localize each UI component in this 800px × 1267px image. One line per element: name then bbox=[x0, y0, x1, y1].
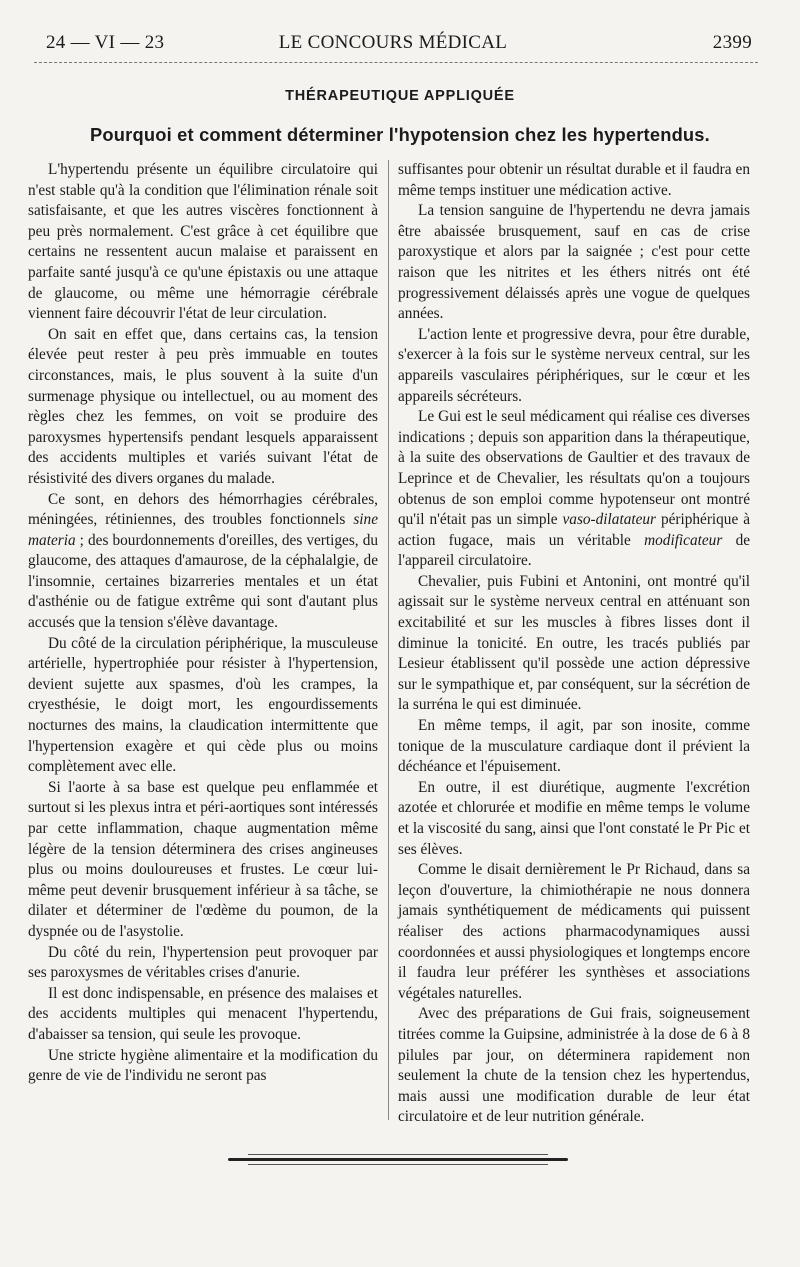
paragraph: L'hypertendu présente un équilibre circulatoire qui n'est stable qu'à la condition que l'élimination rénale soit satisfaisante, et que les autres viscères fonctionnent à peu près normalement. C'est grâce à cet équilibre que certains ne ressentent aucun malaise et paraissent en parfaite santé jusqu'à ce qu'une épistaxis ou une attaque de glaucome, ou même une hémorragie cérébrale viennent faire découvrir l'état de leur circulation. bbox=[28, 161, 378, 323]
right-column bbox=[398, 160, 750, 1128]
text-run: Le Gui est le seul médicament qui réalise ces diverses indications ; depuis son apparition dans la thérapeutique, à la suite des observations de Gaultier et des travaux de Leprince et de Chevalier, les résultats qu'on a toujours obtenus de son emploi comme hypotenseur ont montré qu'il n'était pas un simple bbox=[398, 408, 750, 529]
paragraph-continuation: suffisantes pour obtenir un résultat durable et il faudra en même temps instituer une médication active. bbox=[398, 161, 750, 199]
article-end-rule bbox=[228, 1158, 568, 1161]
paragraph: Si l'aorte à sa base est quelque peu enflammée et surtout si les plexus intra et péri-aortiques sont intéressés par cette inflammation, chaque augmentation même légère de la tension déterminera des crises angineuses plus ou moins douloureuses et frustes. Le cœur lui-même peut devenir brusquement inférieur à sa tâche, se dilater et déterminer de l'œdème du poumon, de la dyspnée ou de l'asystolie. bbox=[28, 778, 378, 940]
italic-term: sine materia bbox=[28, 511, 378, 549]
header-divider bbox=[34, 62, 758, 63]
paragraph: Du côté de la circulation périphérique, la musculeuse artérielle, hypertrophiée pour résister à l'hypertension, devient sujette aux spasmes, d'où les crampes, la cryesthésie, le doigt mort, les engourdissements nocturnes des mains, la claudication intermittente que l'hypertension exagère et qui cède plus ou moins complètement avec elle. bbox=[28, 634, 378, 776]
page-number: 2399 bbox=[712, 32, 752, 53]
text-run: Ce sont, en dehors des hémorrhagies cérébrales, méningées, rétiniennes, des troubles fonctionnels bbox=[28, 490, 378, 529]
paragraph: En outre, il est diurétique, augmente l'excrétion azotée et chlorurée et modifie en même temps le volume et la viscosité du sang, ainsi que l'ont constaté le Pr Pic et ses élèves. bbox=[398, 778, 750, 858]
paragraph: Chevalier, puis Fubini et Antonini, ont montré qu'il agissait sur le système nerveux central en atténuant son excitabilité et sur les muscles à fibres lisses dont il diminue la tonicité. En outre, les tracés publiés par Lesieur établissent qu'il possède une action dépressive sur le sympathique et, par conséquent, sur la sécrétion de la surréna le qui est diminuée. bbox=[398, 572, 750, 714]
italic-term: modificateur bbox=[644, 531, 723, 549]
paragraph: Il est donc indispensable, en présence des malaises et des accidents multiples qui menacent l'hypertendu, d'abaisser sa tension, qui seule les provoque. bbox=[28, 984, 378, 1043]
column-divider bbox=[388, 160, 389, 1120]
paragraph: La tension sanguine de l'hypertendu ne devra jamais être abaissée brusquement, sauf en cas de crise paroxystique et alors par la saignée ; c'est pour cette raison que les nitrites et les éthers nitrés ont été progressivement délaissés après une vogue de quelques années. bbox=[398, 202, 750, 323]
paragraph bbox=[398, 407, 750, 572]
left-column bbox=[28, 160, 378, 1087]
paragraph: Du côté du rein, l'hypertension peut provoquer par ses paroxysmes de véritables crises d'anurie. bbox=[28, 943, 378, 982]
paragraph: Comme le disait dernièrement le Pr Richaud, dans sa leçon d'ouverture, la chimiothérapie ne nous donnera jamais synthétiquement de médicaments qui puissent réaliser des actions pharmacodynamiques aussi coordonnées et aussi physiologiques et longtemps encore il faudra leur préférer les synthèses et associations végétales naturelles. bbox=[398, 861, 750, 1002]
issue-date: 24 — VI — 23 bbox=[46, 32, 165, 53]
paragraph: Une stricte hygiène alimentaire et la modification du genre de vie de l'individu ne seront pas bbox=[28, 1046, 378, 1085]
paragraph: Avec des préparations de Gui frais, soigneusement titrées comme la Guipsine, administrée à la dose de 6 à 8 pilules par jour, on déterminera rapidement non seulement la chute de la tension chez les hypertendus, mais aussi une modification durable de leur état circulatoire et de leur nutrition générale. bbox=[398, 1005, 750, 1126]
text-run: périphérique à action fugace, mais un véritable bbox=[398, 511, 750, 549]
text-run: ; des bourdonnements d'oreilles, des vertiges, du glaucome, des attaques d'amaurose, de la céphalalgie, de l'insomnie, certaines bizarreries mentales et un état d'asthénie ou de fatigue extrême qui sont d'autant plus accusés que la tension s'élève davantage. bbox=[28, 531, 378, 632]
page-header bbox=[34, 30, 752, 60]
paragraph: En même temps, il agit, par son inosite, comme tonique de la musculature cardiaque dont il prévient la déchéance et l'épuisement. bbox=[398, 717, 750, 776]
paragraph: L'action lente et progressive devra, pour être durable, s'exercer à la fois sur le système nerveux central, sur les appareils vasculaires périphériques, sur le cœur et les appareils sécréteurs. bbox=[398, 325, 750, 405]
paragraph bbox=[28, 490, 378, 634]
text-run: de l'appareil circulatoire. bbox=[398, 531, 751, 570]
article-title: Pourquoi et comment déterminer l'hypotension chez les hypertendus. bbox=[90, 124, 710, 145]
journal-title: LE CONCOURS MÉDICAL bbox=[278, 32, 508, 53]
italic-term: vaso-dilatateur bbox=[562, 511, 656, 529]
section-title: THÉRAPEUTIQUE APPLIQUÉE bbox=[285, 88, 515, 104]
paragraph: On sait en effet que, dans certains cas, la tension élevée peut rester à peu près immuable en toutes circonstances, mais, le plus souvent à la suite d'un surmenage physique ou intellectuel, ou au moment des règles chez les femmes, on voit se produire des paroxysmes hypertensifs pendant lesquels apparaissent des accidents multiples et variés suivant l'état de résistivité des divers organes du malade. bbox=[28, 325, 378, 487]
